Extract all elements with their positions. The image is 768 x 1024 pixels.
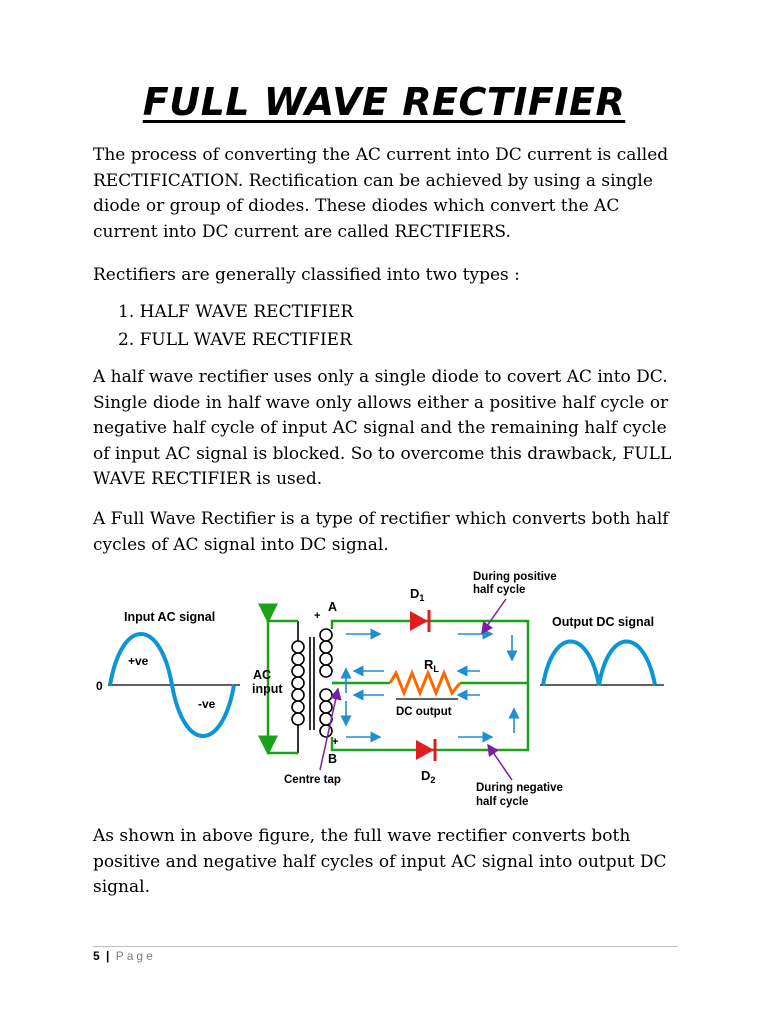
intro-line: The process of converting the AC current into DC current is called bbox=[93, 145, 669, 165]
centre-tap-label: Centre tap bbox=[284, 774, 341, 786]
paragraph-line: Single diode in half wave only allows either a positive half cycle or bbox=[93, 392, 669, 413]
negative-cycle-note: During negative bbox=[476, 782, 563, 794]
page-footer bbox=[93, 949, 156, 963]
ac-input-label: input bbox=[252, 682, 283, 696]
paragraph-line: positive and negative half cycles of input AC signal into output DC bbox=[93, 851, 667, 872]
rectifier-types-list bbox=[118, 298, 353, 354]
minus-terminal: + bbox=[332, 736, 339, 748]
list-item: 1. HALF WAVE RECTIFIER bbox=[118, 302, 354, 322]
intro-line: current into DC current are called RECTIFIERS. bbox=[93, 221, 511, 242]
diode-d2-icon bbox=[416, 739, 435, 761]
input-ac-label: Input AC signal bbox=[124, 610, 216, 624]
paragraph-line: of input AC signal is blocked. So to overcome this drawback, FULL bbox=[93, 443, 672, 464]
plus-terminal: + bbox=[314, 610, 321, 622]
intro-line: RECTIFICATION. Rectification can be achieved by using a single bbox=[93, 170, 653, 191]
node-b-label: B bbox=[328, 752, 338, 766]
negative-cycle-label: -ve bbox=[198, 697, 216, 711]
paragraph-line: negative half cycle of input AC signal and the remaining half cycle bbox=[93, 418, 667, 438]
intro-line: diode or group of diodes. These diodes which convert the AC bbox=[93, 196, 620, 216]
classification-text: Rectifiers are generally classified into two types : bbox=[93, 265, 520, 285]
node-a-label: A bbox=[328, 600, 338, 614]
page-number: 5 bbox=[93, 949, 100, 963]
paragraph-line: A half wave rectifier uses only a single diode to covert AC into DC. bbox=[93, 367, 668, 387]
transformer-icon bbox=[292, 621, 332, 753]
resistor-rl-label: $R_L$ bbox=[424, 657, 439, 674]
paragraph-line: cycles of AC signal into DC signal. bbox=[93, 534, 389, 555]
paragraph-line: As shown in above figure, the full wave rectifier converts both bbox=[93, 826, 631, 846]
dc-output-label: DC output bbox=[396, 706, 452, 718]
diode-d2-label: $D_2$ bbox=[421, 768, 436, 785]
ac-input-label: AC bbox=[253, 668, 272, 682]
footer-divider bbox=[93, 946, 678, 947]
page-title: FULL WAVE RECTIFIER bbox=[142, 80, 626, 124]
diode-d1-icon bbox=[410, 610, 429, 632]
output-dc-label: Output DC signal bbox=[552, 615, 655, 629]
intro-paragraph bbox=[93, 143, 693, 245]
conclusion-paragraph bbox=[93, 824, 693, 901]
negative-cycle-note: half cycle bbox=[476, 796, 529, 808]
diode-d1-label: $D_1$ bbox=[410, 586, 425, 603]
footer-separator: | bbox=[106, 949, 110, 963]
positive-cycle-note: half cycle bbox=[473, 584, 526, 596]
zero-label: 0 bbox=[96, 679, 103, 693]
paragraph-line: WAVE RECTIFIER is used. bbox=[93, 469, 323, 489]
rectifier-circuit-diagram bbox=[88, 565, 678, 815]
positive-cycle-note: During positive bbox=[473, 571, 557, 583]
paragraph-line: A Full Wave Rectifier is a type of rectifier which converts both half bbox=[93, 509, 669, 529]
page-word: Page bbox=[115, 949, 156, 963]
list-item: 2. FULL WAVE RECTIFIER bbox=[118, 330, 352, 350]
half-wave-paragraph bbox=[93, 365, 693, 493]
positive-cycle-label: +ve bbox=[128, 654, 149, 668]
paragraph-line: signal. bbox=[93, 877, 150, 897]
full-wave-paragraph bbox=[93, 507, 693, 558]
output-rectified-wave bbox=[543, 642, 655, 686]
